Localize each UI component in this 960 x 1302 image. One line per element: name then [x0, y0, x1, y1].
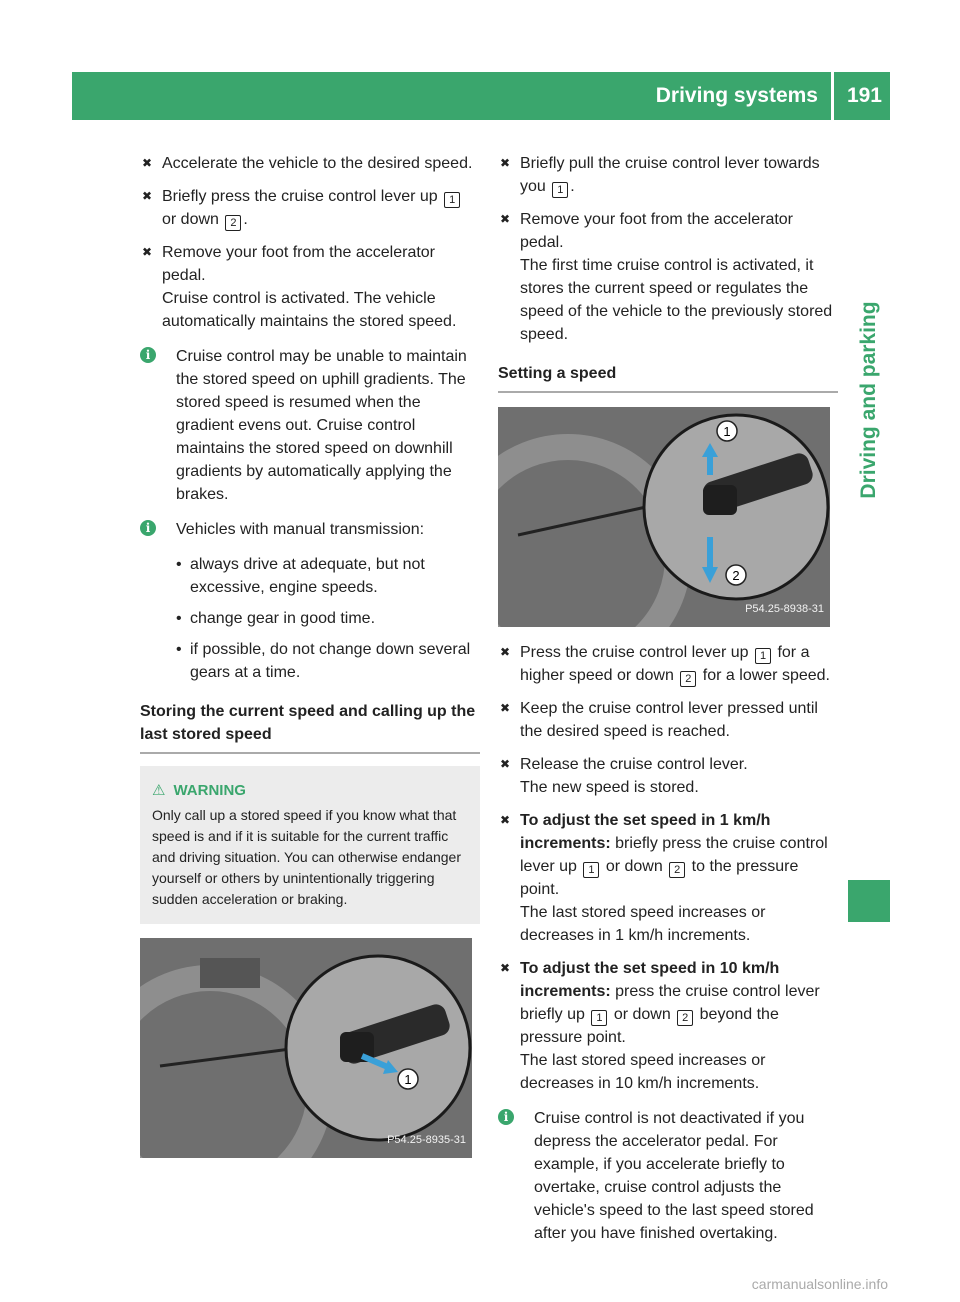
list-item: • change gear in good time. — [140, 607, 480, 630]
bullet-dot: • — [176, 556, 182, 573]
callout-2: 2 — [669, 862, 685, 878]
header-divider — [831, 72, 834, 120]
section-heading: Setting a speed — [498, 362, 838, 393]
bullet-dot: • — [176, 610, 182, 627]
section-heading: Storing the current speed and calling up the last stored speed — [140, 700, 480, 754]
figure-code: P54.25-8935-31 — [387, 1134, 466, 1146]
page-header — [72, 72, 890, 120]
step-arrow-icon: ✖ — [142, 189, 153, 203]
callout-2: 2 — [225, 215, 241, 231]
lever-figure-left — [140, 938, 472, 1158]
info-note: i Vehicles with manual transmission: — [140, 518, 480, 541]
step-item: ✖ Keep the cruise control lever pressed until the desired speed is reached. — [498, 697, 838, 743]
step-arrow-icon: ✖ — [142, 245, 153, 259]
callout-1: 1 — [583, 862, 599, 878]
figure-code: P54.25-8938-31 — [745, 603, 824, 615]
side-tab-label: Driving and parking — [857, 301, 880, 499]
step-arrow-icon: ✖ — [500, 645, 511, 659]
callout-2: 2 — [680, 671, 696, 687]
info-note: i Cruise control is not deactivated if you depress the accelerator pedal. For example, if you accelerate briefly to overtake, cruise control adjusts the vehicle's speed to the last speed stored after you have finished overtaking. — [498, 1107, 838, 1245]
step-arrow-icon: ✖ — [142, 156, 153, 170]
step-item: ✖ Press the cruise control lever up 1 for a higher speed or down 2 for a lower speed. — [498, 641, 838, 687]
figure-callout-2: 2 — [732, 568, 740, 583]
step-result: The last stored speed increases or decreases in 1 km/h increments. — [520, 904, 766, 944]
step-arrow-icon: ✖ — [500, 813, 511, 827]
callout-1: 1 — [444, 192, 460, 208]
step-arrow-icon: ✖ — [500, 156, 511, 170]
info-icon: i — [140, 347, 156, 363]
step-item: ✖ Remove your foot from the accelerator pedal. Cruise control is activated. The vehicle automatically maintains the stored speed. — [140, 241, 480, 333]
warning-triangle-icon: ⚠ — [152, 782, 166, 799]
watermark: carmanualsonline.info — [751, 1276, 888, 1292]
callout-1: 1 — [591, 1010, 607, 1026]
right-column — [498, 152, 838, 1257]
step-result: The new speed is stored. — [520, 779, 699, 796]
warning-text: Only call up a stored speed if you know what that speed is and if it is suitable for the current traffic and driving situation. You can otherwise endanger yourself or others by unintentionally triggering sudden acceleration or braking. — [152, 807, 461, 907]
figure-callout-1: 1 — [723, 424, 731, 439]
step-arrow-icon: ✖ — [500, 961, 511, 975]
step-item: ✖ Briefly press the cruise control lever up 1 or down 2 . — [140, 185, 480, 231]
cruise-lever-illustration — [498, 407, 830, 627]
info-note: i Cruise control may be unable to maintain the stored speed on uphill gradients. The stored speed is resumed when the gradient evens out. Cruise control maintains the stored speed on downhill gradients by automatically applying the brakes. — [140, 345, 480, 506]
step-arrow-icon: ✖ — [500, 212, 511, 226]
list-item: • if possible, do not change down several gears at a time. — [140, 638, 480, 684]
step-result: The last stored speed increases or decreases in 10 km/h increments. — [520, 1052, 766, 1092]
figure-callout-1: 1 — [404, 1072, 412, 1087]
section-marker — [848, 880, 890, 922]
lever-figure-right — [498, 407, 830, 627]
chapter-title: Driving systems — [655, 84, 818, 107]
info-icon: i — [140, 520, 156, 536]
warning-box — [140, 766, 480, 924]
callout-1: 1 — [755, 648, 771, 664]
info-icon: i — [498, 1109, 514, 1125]
step-result: The first time cruise control is activated, it stores the current speed or regulates the speed of the vehicle to the previously stored speed. — [520, 257, 833, 343]
step-item: ✖ To adjust the set speed in 1 km/h increments: briefly press the cruise control lever up 1 or down 2 to the pressure point. The last stored speed increases or decreases in 1 km/h increments. — [498, 809, 838, 947]
step-item: ✖ To adjust the set speed in 10 km/h increments: press the cruise control lever briefly up 1 or down 2 beyond the pressure point. The last stored speed increases or decreases in 10 km/h increments. — [498, 957, 838, 1095]
step-item: ✖ Remove your foot from the accelerator pedal. The first time cruise control is activated, it stores the current speed or regulates the speed of the vehicle to the previously stored speed. — [498, 208, 838, 346]
step-item: ✖ Release the cruise control lever. The new speed is stored. — [498, 753, 838, 799]
step-arrow-icon: ✖ — [500, 701, 511, 715]
callout-2: 2 — [677, 1010, 693, 1026]
step-item: ✖ Briefly pull the cruise control lever towards you 1 . — [498, 152, 838, 198]
step-arrow-icon: ✖ — [500, 757, 511, 771]
bullet-dot: • — [176, 641, 182, 658]
left-column — [140, 152, 480, 1158]
cruise-lever-illustration — [140, 938, 472, 1158]
step-result: Cruise control is activated. The vehicle automatically maintains the stored speed. — [162, 290, 457, 330]
list-item: • always drive at adequate, but not excessive, engine speeds. — [140, 553, 480, 599]
page-number: 191 — [846, 84, 882, 107]
warning-title: WARNING — [173, 782, 246, 799]
step-item: ✖ Accelerate the vehicle to the desired speed. — [140, 152, 480, 175]
callout-1: 1 — [552, 182, 568, 198]
